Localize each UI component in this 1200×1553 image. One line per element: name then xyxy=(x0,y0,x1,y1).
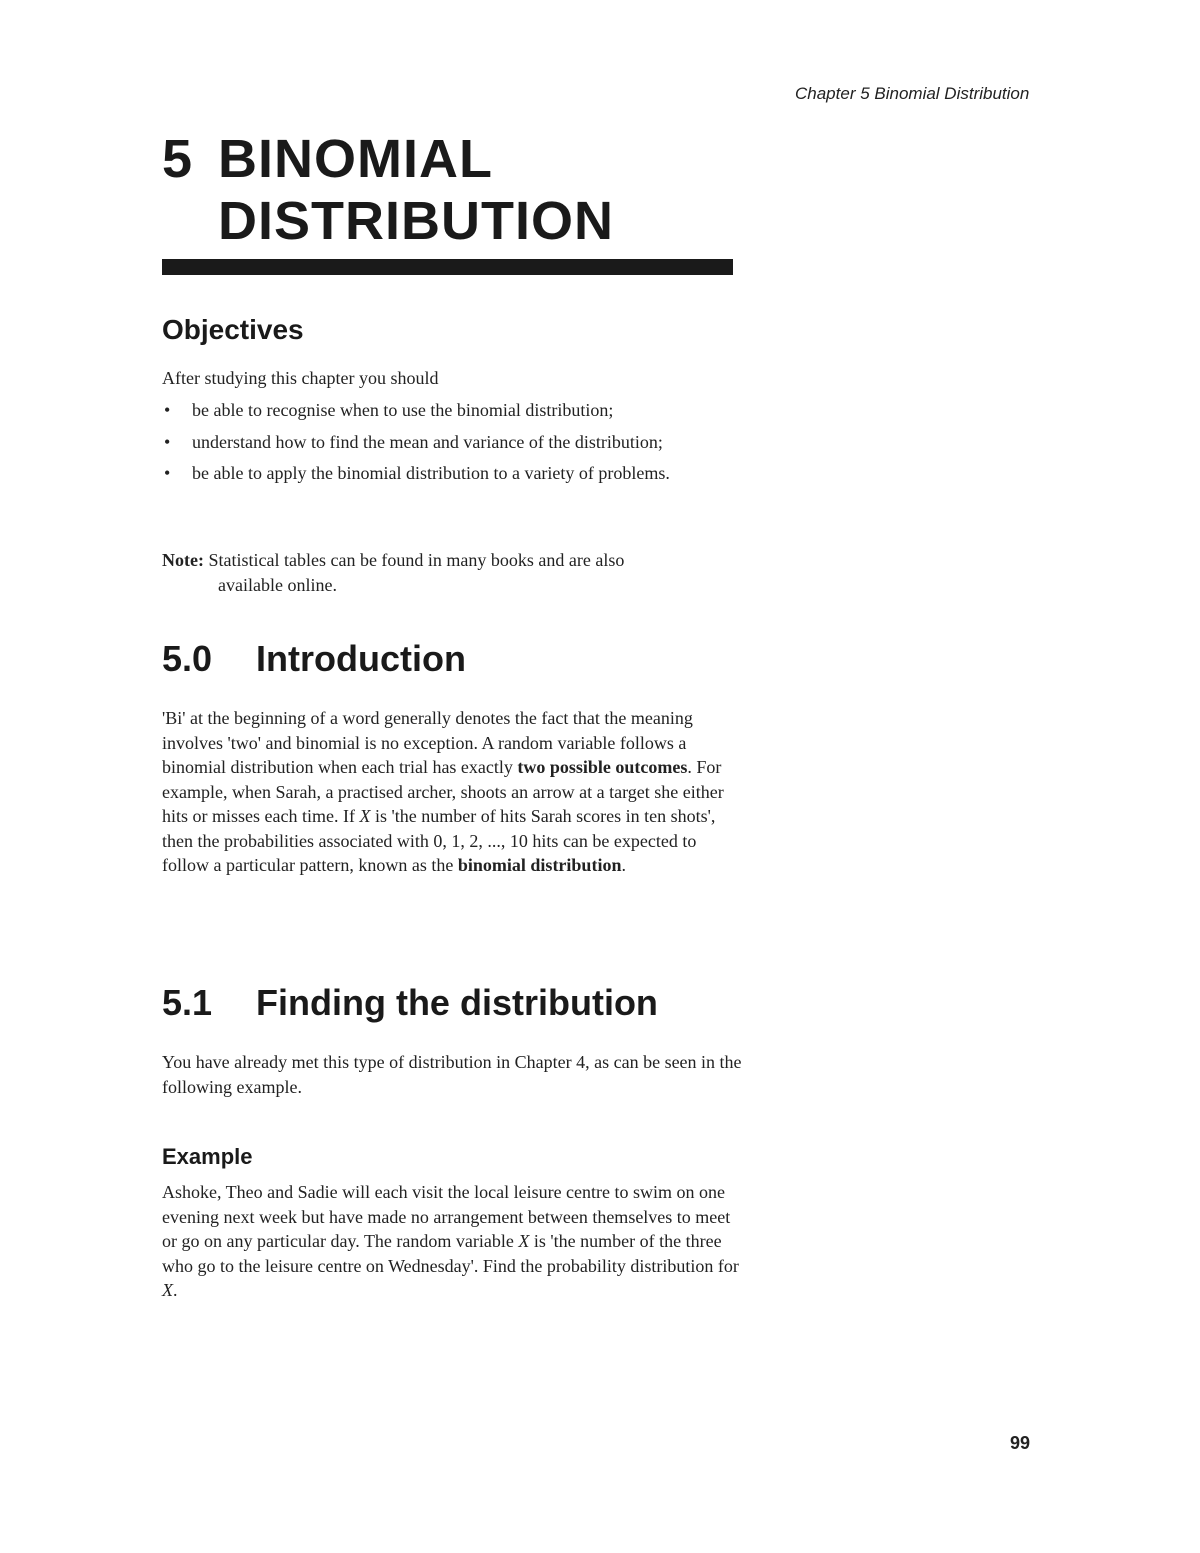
section-number: 5.0 xyxy=(162,638,213,679)
note-line1: Statistical tables can be found in many books and are also xyxy=(208,550,625,570)
list-item xyxy=(162,430,742,455)
title-rule xyxy=(162,259,733,275)
paragraph-text: . xyxy=(621,855,626,875)
list-item xyxy=(162,398,742,423)
note-label: Note: xyxy=(162,550,204,570)
variable-x: X xyxy=(162,1280,173,1300)
section-title: Finding the distribution xyxy=(256,982,658,1023)
running-header: Chapter 5 Binomial Distribution xyxy=(795,84,1030,103)
paragraph-text: is 'the number of the three who go to the leisure centre on Wednesday'. Find the probability distribution for xyxy=(162,1231,739,1276)
objectives-intro: After studying this chapter you should xyxy=(162,368,439,388)
chapter-title-line1: BINOMIAL xyxy=(218,129,493,189)
objective-text: be able to apply the binomial distribution to a variety of problems. xyxy=(192,463,670,483)
variable-x: X xyxy=(359,806,371,826)
paragraph-text: . xyxy=(173,1280,178,1300)
paragraph-text: is 'the number of hits Sarah scores in ten shots', then the probabilities associated with 0, 1, 2, ..., 10 hits can be expected to follow a particular pattern, known as the xyxy=(162,806,716,875)
objective-text: be able to recognise when to use the binomial distribution; xyxy=(192,400,614,420)
list-item xyxy=(162,461,742,486)
section-title: Introduction xyxy=(256,638,466,679)
variable-x: X xyxy=(518,1231,530,1251)
section-heading-finding-distribution xyxy=(162,982,658,1024)
bold-term: two possible outcomes xyxy=(517,757,688,777)
page-number: 99 xyxy=(1010,1433,1031,1453)
objectives-list xyxy=(162,398,742,493)
example-heading: Example xyxy=(162,1144,253,1169)
bold-term: binomial distribution xyxy=(457,855,622,875)
paragraph-text: Ashoke, Theo and Sadie will each visit the local leisure centre to swim on one evening next week but have made no arrangement between themselves to meet or go on any particular day. The random variable xyxy=(162,1182,731,1251)
chapter-title xyxy=(162,128,614,252)
chapter-number: 5 xyxy=(162,129,194,189)
bullet-icon: • xyxy=(164,463,171,483)
example-paragraph xyxy=(162,1180,742,1303)
finding-paragraph: You have already met this type of distribution in Chapter 4, as can be seen in the following example. xyxy=(162,1052,742,1097)
objectives-heading: Objectives xyxy=(162,314,304,345)
section-number: 5.1 xyxy=(162,982,213,1023)
note xyxy=(162,548,742,597)
introduction-paragraph xyxy=(162,706,742,878)
note-line2: available online. xyxy=(218,574,337,595)
section-heading-introduction xyxy=(162,638,466,680)
bullet-icon: • xyxy=(164,431,171,452)
chapter-title-line2: DISTRIBUTION xyxy=(218,191,614,251)
objective-text: understand how to find the mean and variance of the distribution; xyxy=(192,431,663,452)
paragraph-text: . For example, when Sarah, a practised archer, shoots an arrow at a target she either hits or misses each time. If xyxy=(162,757,724,826)
paragraph-text: 'Bi' at the beginning of a word generally denotes the fact that the meaning involves 'two' and binomial is no exception. A random variable follows a binomial distribution when each trial has exactly xyxy=(162,708,693,777)
bullet-icon: • xyxy=(164,400,171,420)
